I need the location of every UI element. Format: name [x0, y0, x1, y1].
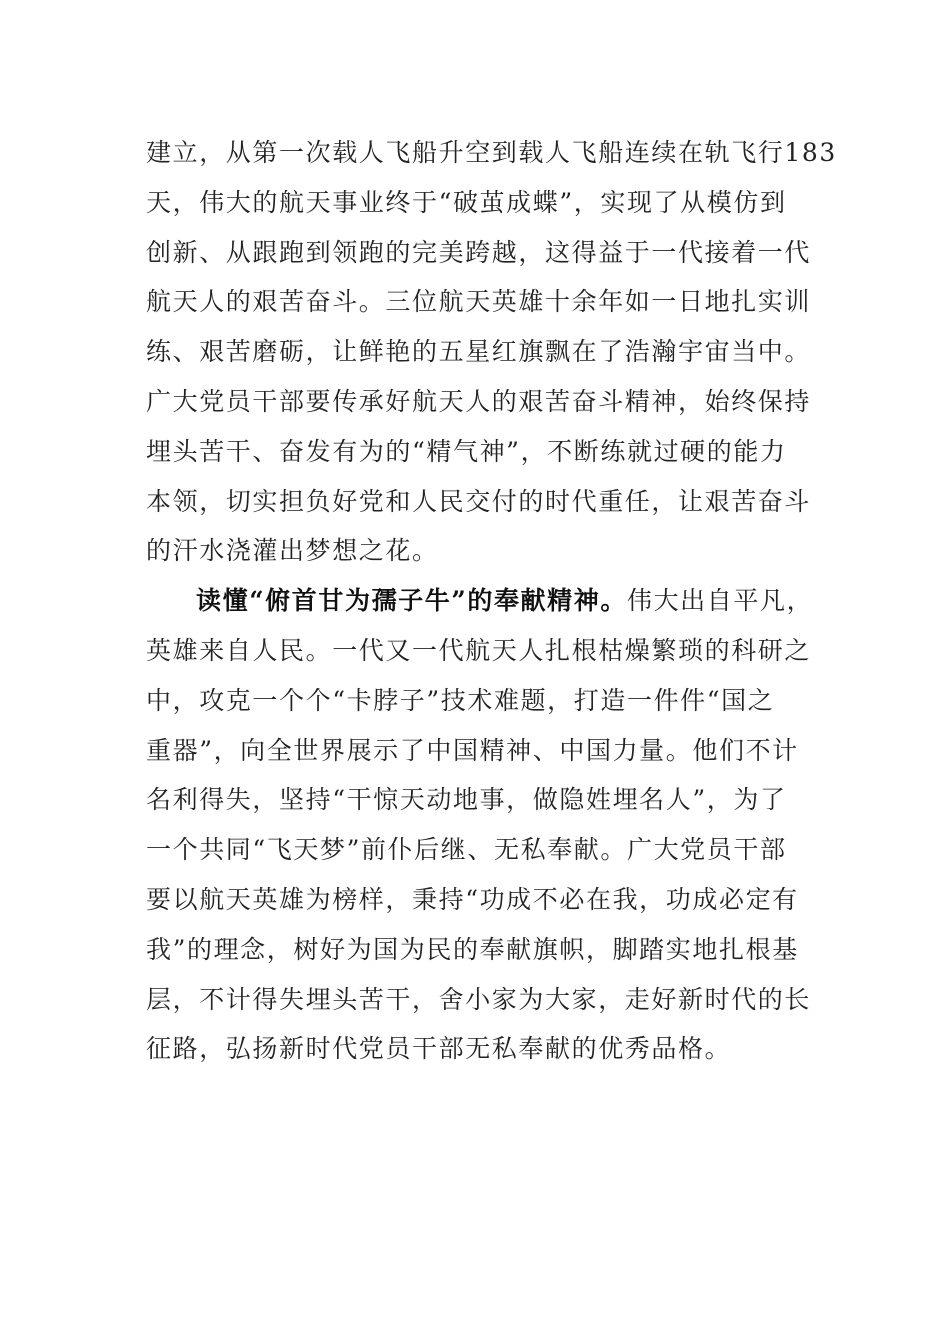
paragraph-line: 建立，从第一次载人飞船升空到载人飞船连续在轨飞行183 — [146, 138, 837, 167]
document-body — [146, 128, 837, 1074]
section-heading: 读懂“俯首甘为孺子牛”的奉献精神。 — [196, 586, 627, 616]
paragraph-line: 重器”，向全世界展示了中国精神、中国力量。他们不计 — [146, 735, 799, 765]
paragraph-line: 天，伟大的航天事业终于“破茧成蝶”，实现了从模仿到 — [146, 187, 787, 217]
paragraph-line: 一个共同“飞天梦”前仆后继、无私奉献。广大党员干部 — [146, 835, 787, 865]
paragraph-line: 埋头苦干、奋发有为的“精气神”，不断练就过硬的能力 — [146, 436, 787, 466]
paragraph-line: 征路，弘扬新时代党员干部无私奉献的优秀品格。 — [146, 1034, 732, 1064]
paragraph-line: 我”的理念，树好为国为民的奉献旗帜，脚踏实地扎根基 — [146, 934, 799, 964]
paragraph-line: 中，攻克一个个“卡脖子”技术难题，打造一件件“国之 — [146, 685, 775, 715]
paragraph-line: 要以航天英雄为榜样，秉持“功成不必在我，功成必定有 — [146, 884, 799, 914]
paragraph-line: 的汗水浇灌出梦想之花。 — [146, 536, 439, 566]
paragraph-line: 名利得失，坚持“干惊天动地事，做隐姓埋名人”，为了 — [146, 785, 787, 815]
paragraph-line: 英雄来自人民。一代又一代航天人扎根枯燥繁琐的科研之 — [146, 635, 812, 665]
paragraph-line: 创新、从跟跑到领跑的完美跨越，这得益于一代接着一代 — [146, 237, 812, 267]
paragraph-first-line — [146, 576, 814, 626]
paragraph-line: 层，不计得失埋头苦干，舍小家为大家，走好新时代的长 — [146, 984, 812, 1014]
paragraph-hard-work — [146, 128, 837, 576]
paragraph-line: 练、艰苦磨砺，让鲜艳的五星红旗飘在了浩瀚宇宙当中。 — [146, 337, 812, 367]
heading-trailing-text: 伟大出自平凡， — [626, 586, 814, 616]
paragraph-line: 本领，切实担负好党和人民交付的时代重任，让艰苦奋斗 — [146, 486, 812, 516]
paragraph-dedication — [146, 576, 814, 1074]
paragraph-line: 广大党员干部要传承好航天人的艰苦奋斗精神，始终保持 — [146, 386, 812, 416]
paragraph-line: 航天人的艰苦奋斗。三位航天英雄十余年如一日地扎实训 — [146, 287, 812, 317]
